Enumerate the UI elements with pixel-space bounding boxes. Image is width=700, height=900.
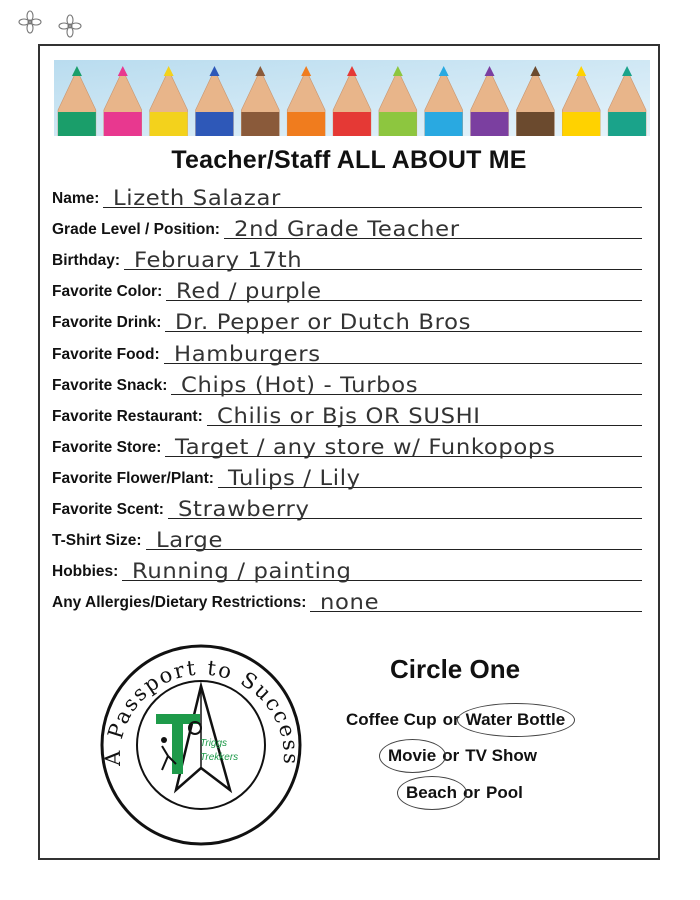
choice-or-label: or [442, 710, 460, 729]
seal-ring-text: A Passport to Success [100, 655, 304, 767]
field-label: Favorite Drink: [52, 314, 162, 332]
field-handwritten-value[interactable]: Lizeth Salazar [113, 186, 282, 210]
form-field-row [52, 367, 642, 397]
form-field-row [52, 584, 642, 614]
field-label: Favorite Restaurant: [52, 407, 203, 425]
form-field-row [52, 429, 642, 459]
circle-one-title: Circle One [390, 654, 521, 684]
choice-water-bottle-circled[interactable]: Water Bottle [465, 710, 566, 729]
form-field-row [52, 553, 642, 583]
svg-text:Trekkers: Trekkers [200, 752, 239, 763]
svg-text:Triggs: Triggs [200, 738, 228, 749]
form-field-row [52, 180, 642, 210]
choice-row-entertainment [388, 746, 537, 766]
form-field-row [52, 242, 642, 272]
form-page [38, 44, 660, 860]
form-field-row [52, 491, 642, 521]
field-handwritten-value[interactable]: Chips (Hot) - Turbos [181, 372, 419, 397]
choice-beach-circled[interactable]: Beach [406, 783, 458, 802]
field-handwritten-value[interactable]: 2nd Grade Teacher [233, 217, 460, 242]
choice-coffee-cup[interactable]: Coffee Cup [346, 710, 437, 729]
field-handwritten-value[interactable]: Strawberry [177, 497, 310, 521]
form-field-row [52, 273, 642, 303]
field-handwritten-value[interactable]: Hamburgers [173, 341, 321, 366]
form-title: Teacher/Staff ALL ABOUT ME [171, 146, 527, 174]
field-label: Name: [52, 190, 100, 207]
form-field-row [52, 398, 642, 428]
form-field-row [52, 522, 642, 552]
choice-or-label: or [442, 746, 460, 765]
field-label: Grade Level / Position: [52, 221, 220, 239]
choice-pool[interactable]: Pool [486, 783, 523, 802]
field-handwritten-value[interactable]: Target / any store w/ Funkopops [175, 434, 556, 459]
field-handwritten-value[interactable]: none [320, 590, 380, 615]
field-label: Hobbies: [52, 563, 119, 581]
field-handwritten-value[interactable]: Tulips / Lily [227, 465, 361, 490]
form-field-row [52, 304, 642, 334]
choice-row-place [406, 783, 523, 803]
form-field-row [52, 336, 642, 366]
choice-movie-circled[interactable]: Movie [388, 746, 437, 765]
form-field-row [52, 211, 642, 241]
passport-to-success-seal [98, 642, 304, 848]
choice-tv-show[interactable]: TV Show [465, 746, 537, 765]
field-handwritten-value[interactable]: Large [155, 528, 223, 553]
field-label: Favorite Scent: [52, 501, 164, 518]
colored-pencils-banner [54, 60, 650, 136]
choice-row-drink-container [346, 710, 565, 730]
field-handwritten-value[interactable]: Chilis or Bjs OR SUSHI [216, 403, 481, 428]
field-handwritten-value[interactable]: Red / purple [176, 279, 322, 304]
field-handwritten-value[interactable]: February 17th [134, 248, 303, 273]
field-label: Favorite Snack: [52, 376, 168, 394]
field-handwritten-value[interactable]: Dr. Pepper or Dutch Bros [175, 310, 472, 335]
choice-or-label: or [463, 783, 481, 802]
field-label: Any Allergies/Dietary Restrictions: [52, 594, 307, 612]
field-label: Favorite Food: [52, 345, 160, 363]
form-field-row [52, 460, 642, 490]
field-label: Birthday: [52, 252, 121, 270]
field-label: Favorite Color: [52, 283, 163, 301]
flower-doodle-icon [14, 8, 94, 42]
field-label: Favorite Flower/Plant: [52, 469, 214, 487]
field-handwritten-value[interactable]: Running / painting [132, 559, 352, 584]
field-label: T-Shirt Size: [52, 532, 142, 550]
field-label: Favorite Store: [52, 438, 162, 456]
